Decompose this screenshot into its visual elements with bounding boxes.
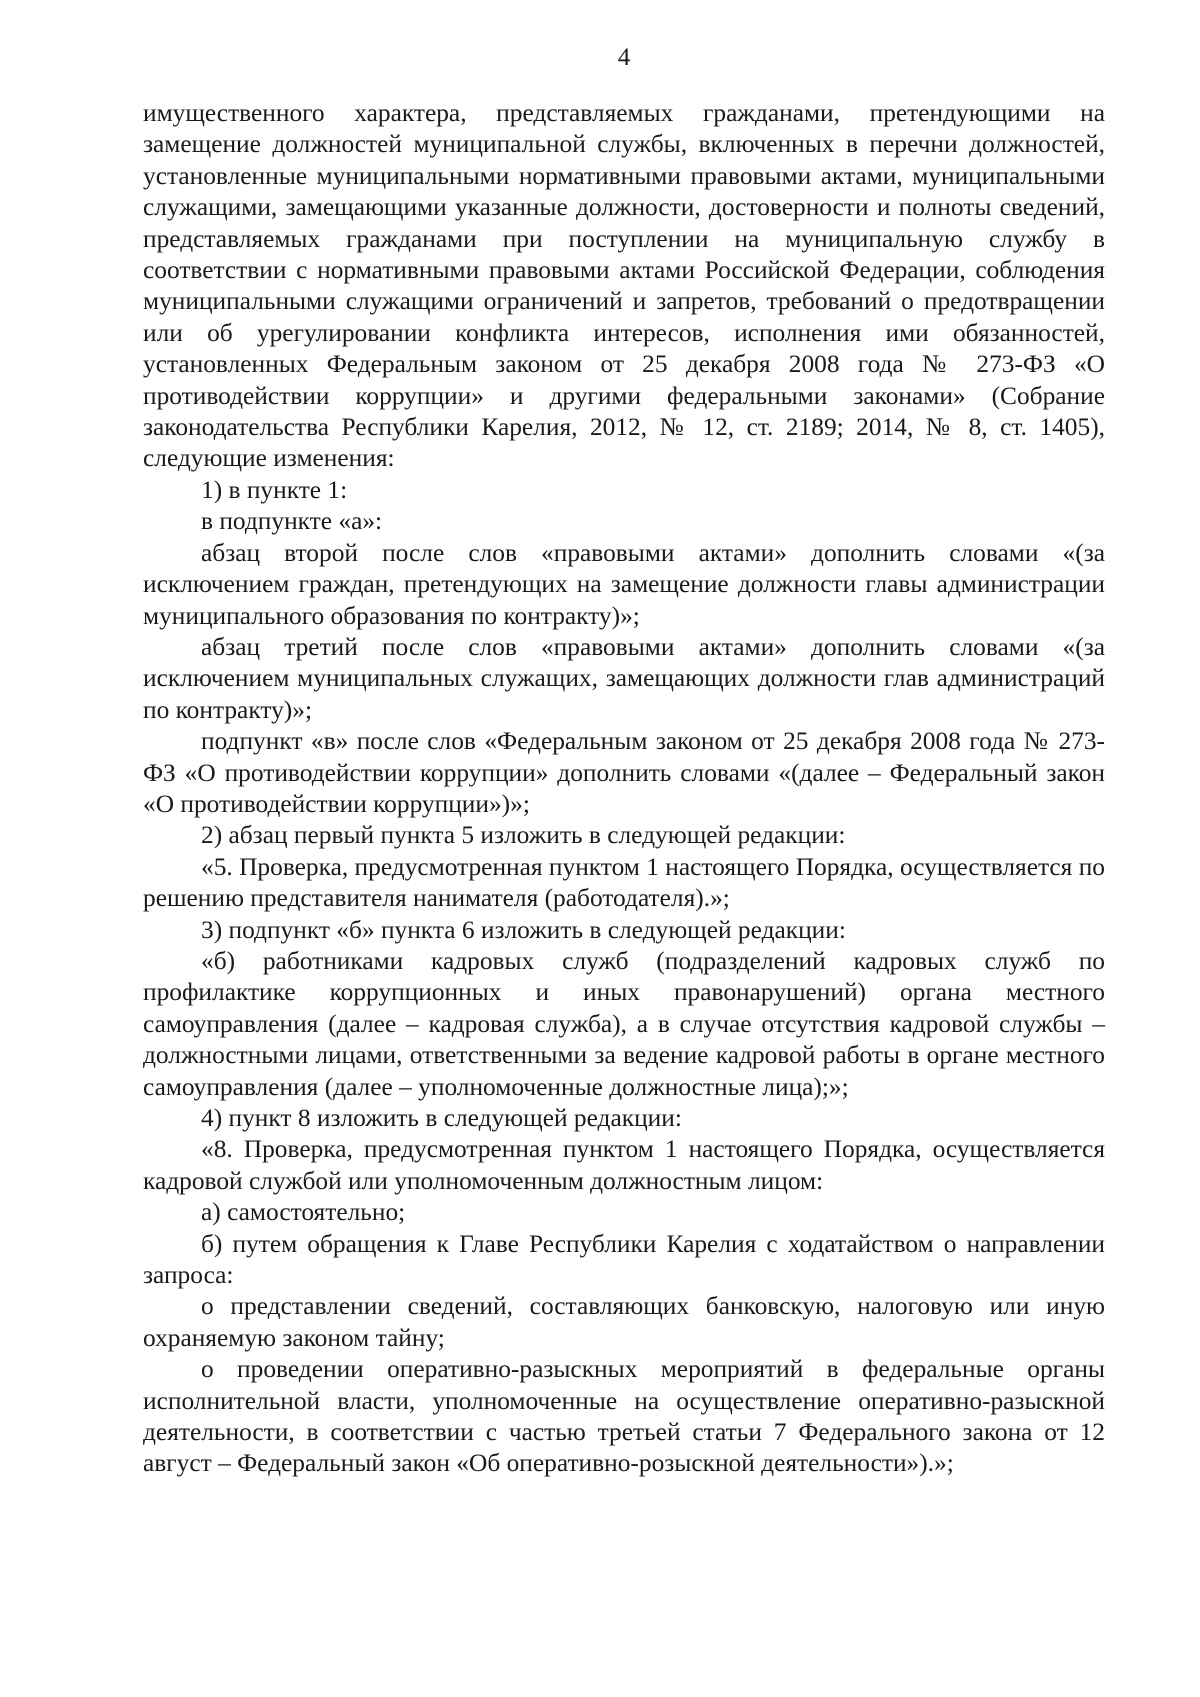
paragraph: 3) подпункт «б» пункта 6 изложить в следующей редакции:: [201, 915, 846, 944]
page-number: 4: [617, 44, 631, 71]
paragraph: «8. Проверка, предусмотренная пунктом 1 настоящего Порядка, осуществляется кадровой службой или уполномоченным должностным лицом:: [143, 1135, 1105, 1195]
paragraph: 1) в пункте 1:: [201, 475, 348, 504]
paragraph: о проведении оперативно-разыскных мероприятий в федеральные органы исполнительной власти, уполномоченные на осуществление оперативно-разыскной деятельности, в соответствии с частью третьей статьи 7 Федерального закона от 12 август – Федеральный закон «Об оперативно-розыскной деятельности»).»;: [143, 1355, 1105, 1478]
paragraph: в подпункте «а»:: [201, 507, 383, 536]
paragraph: «б) работниками кадровых служб (подразделений кадровых служб по профилактике коррупционных и иных правонарушений) органа местного самоуправления (далее – кадровая служба), а в случае отсутствия кадровой службы – должностными лицами, ответственными за ведение кадровой работы в органе местного самоуправления (далее – уполномоченные должностные лица);»;: [143, 946, 1105, 1101]
paragraph: а) самостоятельно;: [201, 1198, 406, 1227]
paragraph: «5. Проверка, предусмотренная пунктом 1 настоящего Порядка, осуществляется по решению представителя нанимателя (работодателя).»;: [143, 852, 1105, 913]
paragraph: имущественного характера, представляемых гражданами, претендующими на замещение должностей муниципальной службы, включенных в перечни должностей, установленные муниципальными нормативными правовыми актами, муниципальными служащими, замещающими указанные должности, достоверности и полноты сведений, представляемых гражданами при поступлении на муниципальную службу в соответствии с нормативными правовыми актами Российской Федерации, соблюдения муниципальными служащими ограничений и запретов, требований о предотвращении или об урегулировании конфликта интересов, исполнения ими обязанностей, установленных Федеральным законом от 25 декабря 2008 года № 273-ФЗ «О противодействии коррупции» и другими федеральными законами» (Собрание законодательства Республики Карелия, 2012, № 12, ст. 2189; 2014, № 8, ст. 1405), следующие изменения:: [143, 99, 1105, 473]
paragraph: подпункт «в» после слов «Федеральным законом от 25 декабря 2008 года № 273-ФЗ «О противодействии коррупции» дополнить словами «(далее – Федеральный закон «О противодействии коррупции»)»;: [143, 727, 1105, 818]
paragraph: абзац второй после слов «правовыми актами» дополнить словами «(за исключением граждан, претендующих на замещение должности главы администрации муниципального образования по контракту)»;: [143, 538, 1105, 630]
paragraph: абзац третий после слов «правовыми актами» дополнить словами «(за исключением муниципальных служащих, замещающих должности глав администраций по контракту)»;: [143, 632, 1105, 724]
paragraph: б) путем обращения к Главе Республики Карелия с ходатайством о направлении запроса:: [143, 1229, 1105, 1290]
paragraph: 2) абзац первый пункта 5 изложить в следующей редакции:: [201, 821, 846, 850]
paragraph: о представлении сведений, составляющих банковскую, налоговую или иную охраняемую законом тайну;: [143, 1292, 1105, 1352]
document-body: [143, 98, 1105, 1480]
paragraph: 4) пункт 8 изложить в следующей редакции:: [201, 1104, 682, 1132]
